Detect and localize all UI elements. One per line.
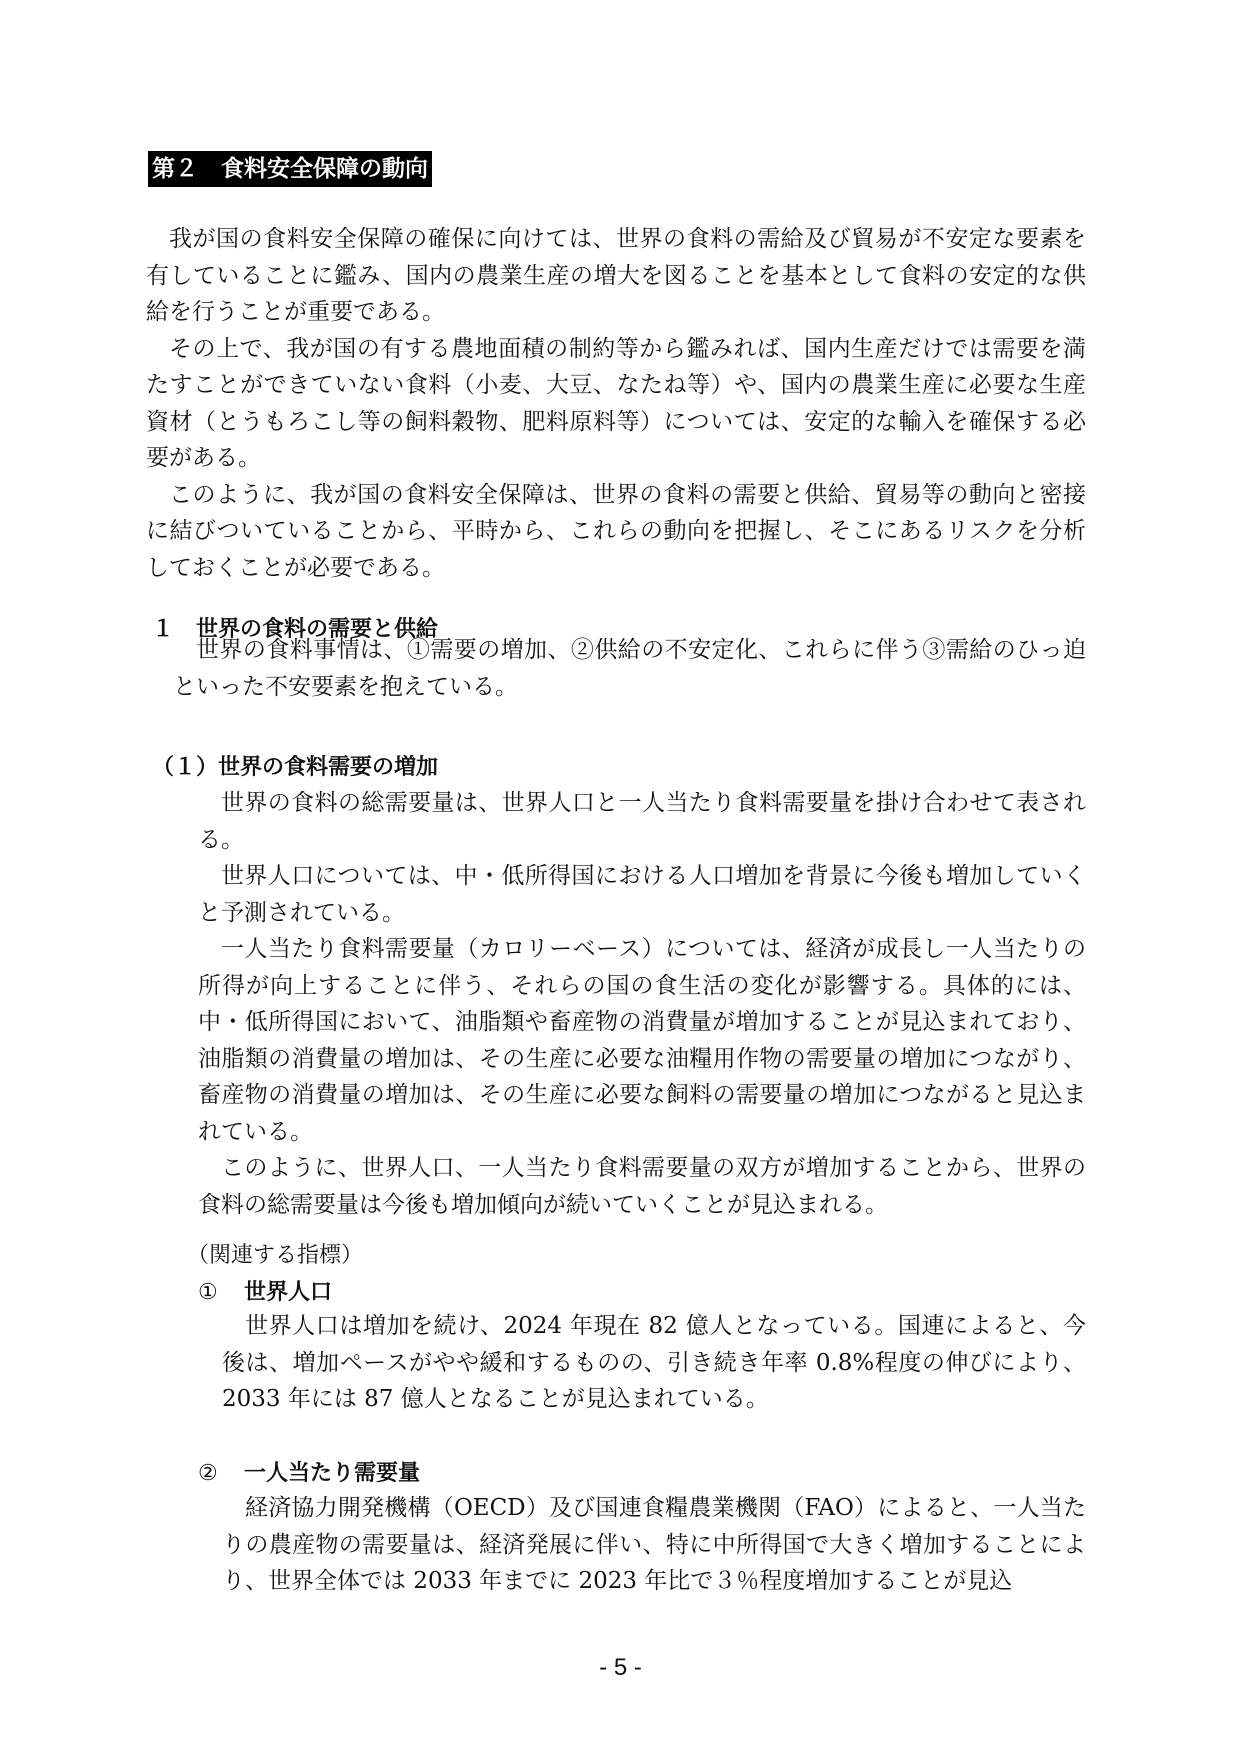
page-number: - 5 - [599, 1654, 642, 1681]
summary-paragraph: 世界の食料事情は、①需要の増加、②供給の不安定化、これらに伴う③需給のひっ迫といった不安要素を抱えている。 [173, 637, 1086, 700]
indicator-title: 一人当たり需要量 [244, 1461, 421, 1486]
section-title: 第２ 食料安全保障の動向 [148, 151, 432, 187]
intro-paragraph: その上で、我が国の有する農地面積の制約等から鑑みれば、国内生産だけでは需要を満たすことができていない食料（小麦、大豆、なたね等）や、国内の農業生産に必要な生産資材（とうもろこし等の飼料穀物、肥料原料等）については、安定的な輸入を確保する必要がある。 [146, 335, 1086, 471]
indicator-number: ② [198, 1461, 218, 1486]
demand-paragraph: このように、世界人口、一人当たり食料需要量の双方が増加することから、世界の食料の総需要量は今後も増加傾向が続いていくことが見込まれる。 [198, 1155, 1087, 1218]
demand-increase-text [198, 785, 1086, 1223]
related-indicators-label: （関連する指標） [187, 1243, 364, 1268]
heading-world-food-supply-demand: １ 世界の食料の需要と供給 [152, 617, 439, 642]
heading-demand-increase: （１）世界の食料需要の増加 [152, 755, 439, 780]
indicator-number: ① [198, 1280, 218, 1305]
indicator-heading-population [198, 1277, 332, 1309]
demand-paragraph: 世界人口については、中・低所得国における人口増加を背景に今後も増加していくと予測されている。 [198, 863, 1086, 926]
indicator-per-capita-text [222, 1490, 1086, 1600]
indicator-paragraph: 経済協力開発機構（OECD）及び国連食糧農業機関（FAO）によると、一人当たりの農産物の需要量は、経済発展に伴い、特に中所得国で大きく増加することにより、世界全体では 2033 年までに 2023 年比で３％程度増加することが見込 [222, 1495, 1086, 1594]
demand-paragraph: 世界の食料の総需要量は、世界人口と一人当たり食料需要量を掛け合わせて表される。 [198, 790, 1087, 853]
indicator-heading-per-capita-demand [198, 1458, 420, 1490]
intro-paragraph: このように、我が国の食料安全保障は、世界の食料の需要と供給、貿易等の動向と密接に結びついていることから、平時から、これらの動向を把握し、そこにあるリスクを分析しておくことが必要である。 [146, 481, 1086, 581]
intro-paragraph: 我が国の食料安全保障の確保に向けては、世界の食料の需給及び貿易が不安定な要素を有していることに鑑み、国内の農業生産の増大を図ることを基本として食料の安定的な供給を行うことが重要である。 [146, 226, 1086, 325]
indicator-paragraph: 世界人口は増加を続け、2024 年現在 82 億人となっている。国連によると、今後は、増加ペースがやや緩和するものの、引き続き年率 0.8%程度の伸びにより、2033 年には 87 億人となることが見込まれている。 [222, 1313, 1086, 1412]
indicator-title: 世界人口 [244, 1280, 333, 1305]
demand-paragraph: 一人当たり食料需要量（カロリーベース）については、経済が成長し一人当たりの所得が向上することに伴う、それらの国の食生活の変化が影響する。具体的には、中・低所得国において、油脂類や畜産物の消費量が増加することが見込まれており、油脂類の消費量の増加は、その生産に必要な油糧用作物の需要量の増加につながり、畜産物の消費量の増加は、その生産に必要な飼料の需要量の増加につながると見込まれている。 [198, 936, 1086, 1145]
indicator-population-text [222, 1308, 1086, 1418]
intro-text [146, 221, 1086, 586]
world-food-summary [173, 632, 1086, 705]
